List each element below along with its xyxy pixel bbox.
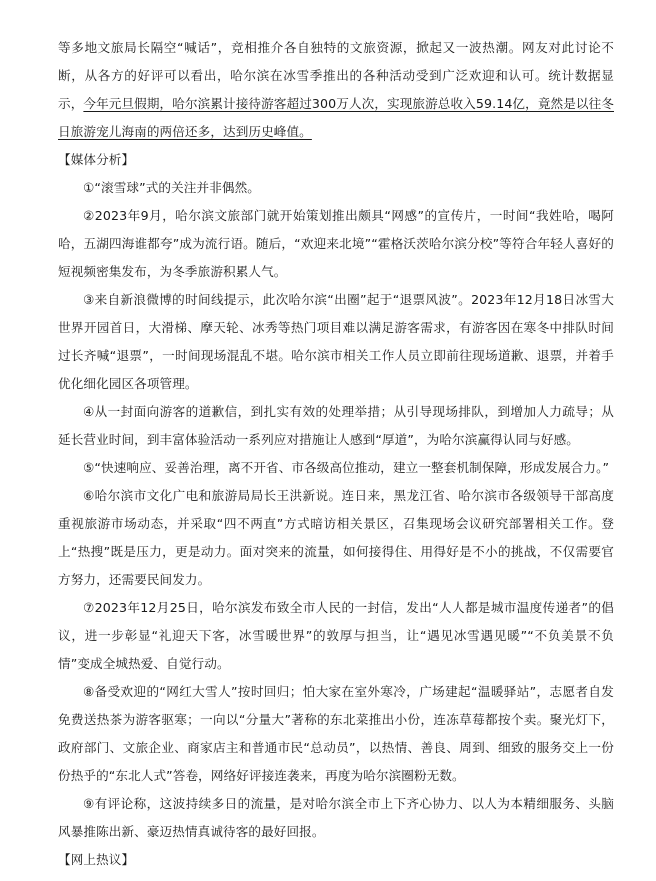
paragraph-4: ④从一封面向游客的道歉信，到扎实有效的处理举措；从引导现场排队，到增加人力疏导；从延长营业时间，到丰富体验活动一系列应对措施让人感到“厚道”，为哈尔滨赢得认同与好感。: [58, 404, 614, 447]
intro-underlined-text: 今年元旦假期，哈尔滨累计接待游客超过300万人次，实现旅游总收入59.14亿，竟然是以往冬日旅游宠儿海南的两倍还多，达到历史峰值。: [58, 96, 614, 139]
paragraph-5: ⑤“快速响应、妥善治理，离不开省、市各级高位推动，建立一整套机制保障，形成发展合力。”: [83, 460, 610, 475]
paragraph-6: ⑥哈尔滨市文化广电和旅游局局长王洪新说。连日来，黑龙江省、哈尔滨市各级领导干部高度重视旅游市场动态，并采取“四不两直”方式暗访相关景区，召集现场会议研究部署相关工作。登上“热搜”既是压力，更是动力。面对突来的流量，如何接得住、用得好是不小的挑战，不仅需要官方努力，还需要民间发力。: [58, 488, 614, 587]
media-analysis-heading: 【媒体分析】: [58, 152, 135, 167]
paragraph-1: ①“滚雪球”式的关注并非偶然。: [83, 180, 260, 195]
paragraph-8: ⑧备受欢迎的“网红大雪人”按时回归；怕大家在室外寒冷，广场建起“温暖驿站”，志愿者自发免费送热茶为游客驱寒；一向以“分量大”著称的东北菜推出小份，连冻草莓都按个卖。聚光灯下，政府部门、文旅企业、商家店主和普通市民“总动员”，以热情、善良、周到、细致的服务交上一份份热乎的“东北人式”答卷，网络好评接连袭来，再度为哈尔滨圈粉无数。: [58, 684, 614, 783]
paragraph-9: ⑨有评论称，这波持续多日的流量，是对哈尔滨全市上下齐心协力、以人为本精细服务、头脑风暴推陈出新、豪迈热情真诚待客的最好回报。: [58, 796, 614, 839]
intro-text: 等多地文旅局长隔空“喊话”，竞相推介各自独特的文旅资源，掀起又一波热潮。网友对此讨论不断，从各方的好评可以看出，哈尔滨在冰雪季推出的各种活动受到广泛欢迎和认可。统计数据显示，: [58, 40, 614, 111]
paragraph-2: ②2023年9月，哈尔滨文旅部门就开始策划推出颇具“网感”的宣传片，一时间“我姓哈，喝阿哈，五湖四海谁都夸”成为流行语。随后，“欢迎来北境”“霍格沃茨哈尔滨分校”等符合年轻人喜好的短视频密集发布，为冬季旅游积累人气。: [58, 208, 614, 279]
paragraph-3: ③来自新浪微博的时间线提示，此次哈尔滨“出圈”起于“退票风波”。2023年12月18日冰雪大世界开园首日，大滑梯、摩天轮、冰秀等热门项目难以满足游客需求，有游客因在寒冬中排队时间过长齐喊“退票”，一时间现场混乱不堪。哈尔滨市相关工作人员立即前往现场道歉、退票，并着手优化细化园区各项管理。: [58, 292, 614, 391]
online-discussion-heading: 【网上热议】: [58, 852, 135, 867]
intro-paragraph: [58, 34, 614, 146]
paragraph-7: ⑦2023年12月25日，哈尔滨发布致全市人民的一封信，发出“人人都是城市温度传递者”的倡议，进一步彰显“礼迎天下客，冰雪暖世界”的敦厚与担当，让“遇见冰雪遇见暖”“不负美景不负情”变成全城热爱、自觉行动。: [58, 600, 614, 671]
